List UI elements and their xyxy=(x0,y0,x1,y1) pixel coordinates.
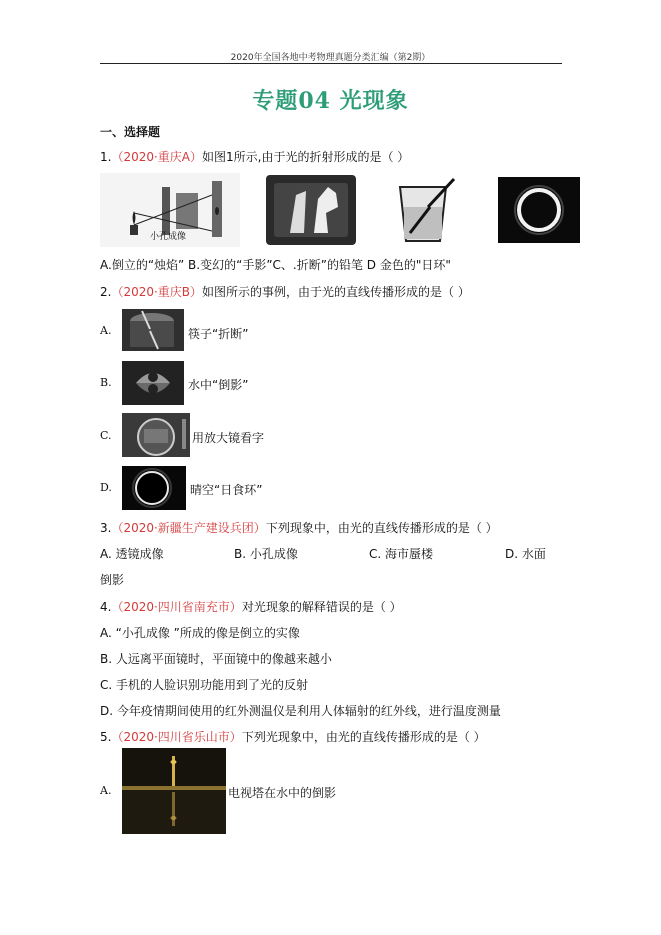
figure-1-svg xyxy=(100,173,580,247)
question-source: （2020·新疆生产建设兵团） xyxy=(111,521,266,535)
tv-tower-reflection-image xyxy=(122,748,226,834)
option-d-text: 晴空“日食环” xyxy=(190,483,263,497)
section-heading: 一、选择题 xyxy=(100,125,161,139)
question-3-option-a: A. 透镜成像 xyxy=(100,547,164,561)
question-3-option-d: D. 水面 xyxy=(505,547,546,561)
question-source: （2020·重庆B） xyxy=(111,285,203,299)
question-stem: 如图1所示,由于光的折射形成的是（ ） xyxy=(202,150,410,164)
question-1 xyxy=(100,148,409,165)
figure-1 xyxy=(100,173,580,247)
option-a-letter: A. xyxy=(100,324,112,337)
question-4-option-c: C. 手机的人脸识别功能用到了光的反射 xyxy=(100,678,309,692)
question-4-option-d: D. 今年疫情期间使用的红外测温仪是利用人体辐射的红外线，进行温度测量 xyxy=(100,704,501,718)
question-2 xyxy=(100,283,470,300)
option-a-text: 电视塔在水中的倒影 xyxy=(228,786,337,800)
question-number: 1. xyxy=(100,150,112,164)
question-3-option-b: B. 小孔成像 xyxy=(234,547,298,561)
question-3 xyxy=(100,519,498,536)
question-5 xyxy=(100,728,486,745)
header-rule xyxy=(100,63,562,64)
question-1-options: A.倒立的“烛焰” B.变幻的“手影”C、.折断”的铅笔 D 金色的"日环" xyxy=(100,258,451,272)
option-d-letter: D. xyxy=(100,481,112,494)
option-b-letter: B. xyxy=(100,376,112,389)
option-a-text: 筷子“折断” xyxy=(188,327,249,341)
solar-eclipse-image xyxy=(122,466,186,510)
question-stem: 如图所示的事例，由于光的直线传播形成的是（ ） xyxy=(202,285,470,299)
option-c-text: 用放大镜看字 xyxy=(192,431,265,445)
question-source: （2020·四川省乐山市） xyxy=(111,730,242,744)
question-3-option-c: C. 海市蜃楼 xyxy=(369,547,434,561)
question-4-option-a: A. “小孔成像 ”所成的像是倒立的实像 xyxy=(100,626,300,640)
page-title: 专题04 光现象 xyxy=(252,88,409,114)
question-number: 4. xyxy=(100,600,112,614)
pencil-in-glass-image xyxy=(400,179,454,241)
question-3-option-d-continued: 倒影 xyxy=(100,573,125,587)
question-number: 3. xyxy=(100,521,112,535)
hand-shadow-image xyxy=(266,175,356,245)
question-source: （2020·四川省南充市） xyxy=(111,600,242,614)
option-a-letter: A. xyxy=(100,784,112,797)
pinhole-caption: 小孔成像 xyxy=(150,232,187,242)
option-b-text: 水中“倒影” xyxy=(188,378,249,392)
question-number: 5. xyxy=(100,730,112,744)
question-source: （2020·重庆A） xyxy=(111,150,203,164)
page-header: 2020年全国各地中考物理真题分类汇编（第2期） xyxy=(230,53,431,63)
chopsticks-image xyxy=(122,309,184,351)
option-c-letter: C. xyxy=(100,429,112,442)
question-stem: 对光现象的解释错误的是（ ） xyxy=(241,600,402,614)
magnifier-image xyxy=(122,413,190,457)
water-reflection-image xyxy=(122,361,184,405)
question-stem: 下列光现象中，由光的直线传播形成的是（ ） xyxy=(241,730,486,744)
question-number: 2. xyxy=(100,285,112,299)
question-4-option-b: B. 人远离平面镜时，平面镜中的像越来越小 xyxy=(100,652,332,666)
annular-eclipse-image xyxy=(498,177,580,243)
question-stem: 下列现象中，由光的直线传播形成的是（ ） xyxy=(265,521,498,535)
question-4 xyxy=(100,598,402,615)
